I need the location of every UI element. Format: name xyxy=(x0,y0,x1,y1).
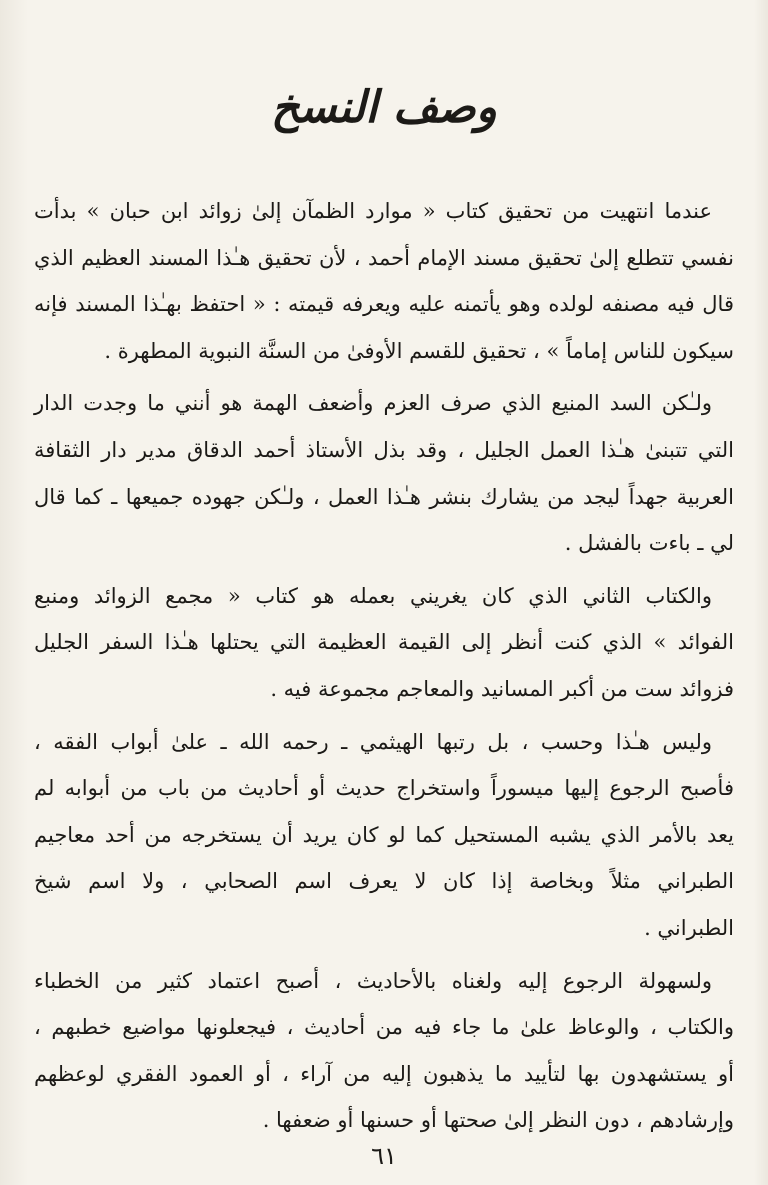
text-line: الطبراني مثلاً وبخاصة إذا كان لا يعرف اسم الصحابي ، ولا اسم شيخ xyxy=(34,869,734,894)
paragraph-5 xyxy=(34,958,734,1144)
text-line: عندما انتهيت من تحقيق كتاب « موارد الظمآن إلىٰ زوائد ابن حبان » بدأت xyxy=(34,199,712,223)
page-number: ٦١ xyxy=(371,1142,397,1170)
text-line: ولـٰكن السد المنيع الذي صرف العزم وأضعف الهمة هو أنني ما وجدت الدار xyxy=(34,391,712,416)
text-line: ولسهولة الرجوع إليه ولغناه بالأحاديث ، أصبح اعتماد كثير من الخطباء xyxy=(34,968,712,993)
text-line: وإرشادهم ، دون النظر إلىٰ صحتها أو حسنها أو ضعفها . xyxy=(262,1108,734,1133)
page-title: وصف النسخ xyxy=(270,82,498,133)
text-line: والكتاب ، والوعاظ علىٰ ما جاء فيه من أحاديث ، فيجعلونها مواضيع خطبهم ، xyxy=(34,1015,734,1040)
text-line: فأصبح الرجوع إليها ميسوراً واستخراج حديث أو أحاديث من باب من أبوابه لم xyxy=(34,776,734,801)
paragraph-4 xyxy=(34,719,734,952)
text-line: قال فيه مصنفه لولده وهو يأتمنه عليه ويعرفه قيمته : « احتفظ بهـٰذا المسند فإنه xyxy=(34,292,734,317)
text-line: سيكون للناس إماماً » ، تحقيق للقسم الأوفىٰ من السنَّة النبوية المطهرة . xyxy=(104,338,734,363)
text-line: فزوائد ست من أكبر المسانيد والمعاجم مجموعة فيه . xyxy=(270,676,734,701)
text-line: الطبراني . xyxy=(644,915,734,940)
text-line: نفسي تتطلع إلىٰ تحقيق مسند الإمام أحمد ، لأن تحقيق هـٰذا المسند العظيم الذي xyxy=(34,245,734,270)
text-line: العربية جهداً ليجد من يشارك بنشر هـٰذا العمل ، ولـٰكن جهوده جميعها ـ كما قال xyxy=(34,484,734,509)
text-line: والكتاب الثاني الذي كان يغريني بعمله هو كتاب « مجمع الزوائد ومنبع xyxy=(34,583,712,608)
paragraph-2 xyxy=(34,380,734,566)
paragraph-1 xyxy=(34,188,734,374)
text-line: يعد بالأمر الذي يشبه المستحيل كما لو كان يريد أن يستخرجه من أحد معاجيم xyxy=(34,822,734,847)
body-text xyxy=(34,188,734,1144)
text-line: وليس هـٰذا وحسب ، بل رتبها الهيثمي ـ رحمه الله ـ علىٰ أبواب الفقه ، xyxy=(34,729,712,754)
text-line: الفوائد » الذي كنت أنظر إلى القيمة العظيمة التي يحتلها هـٰذا السفر الجليل xyxy=(34,630,734,655)
text-line: التي تتبنىٰ هـٰذا العمل الجليل ، وقد بذل الأستاذ أحمد الدقاق مدير دار الثقافة xyxy=(34,437,734,462)
paragraph-3 xyxy=(34,573,734,713)
text-line: أو يستشهدون بها لتأييد ما يذهبون إليه من آراء ، أو العمود الفقري لوعظهم xyxy=(34,1061,734,1086)
text-line: لي ـ باءت بالفشل . xyxy=(564,531,734,556)
